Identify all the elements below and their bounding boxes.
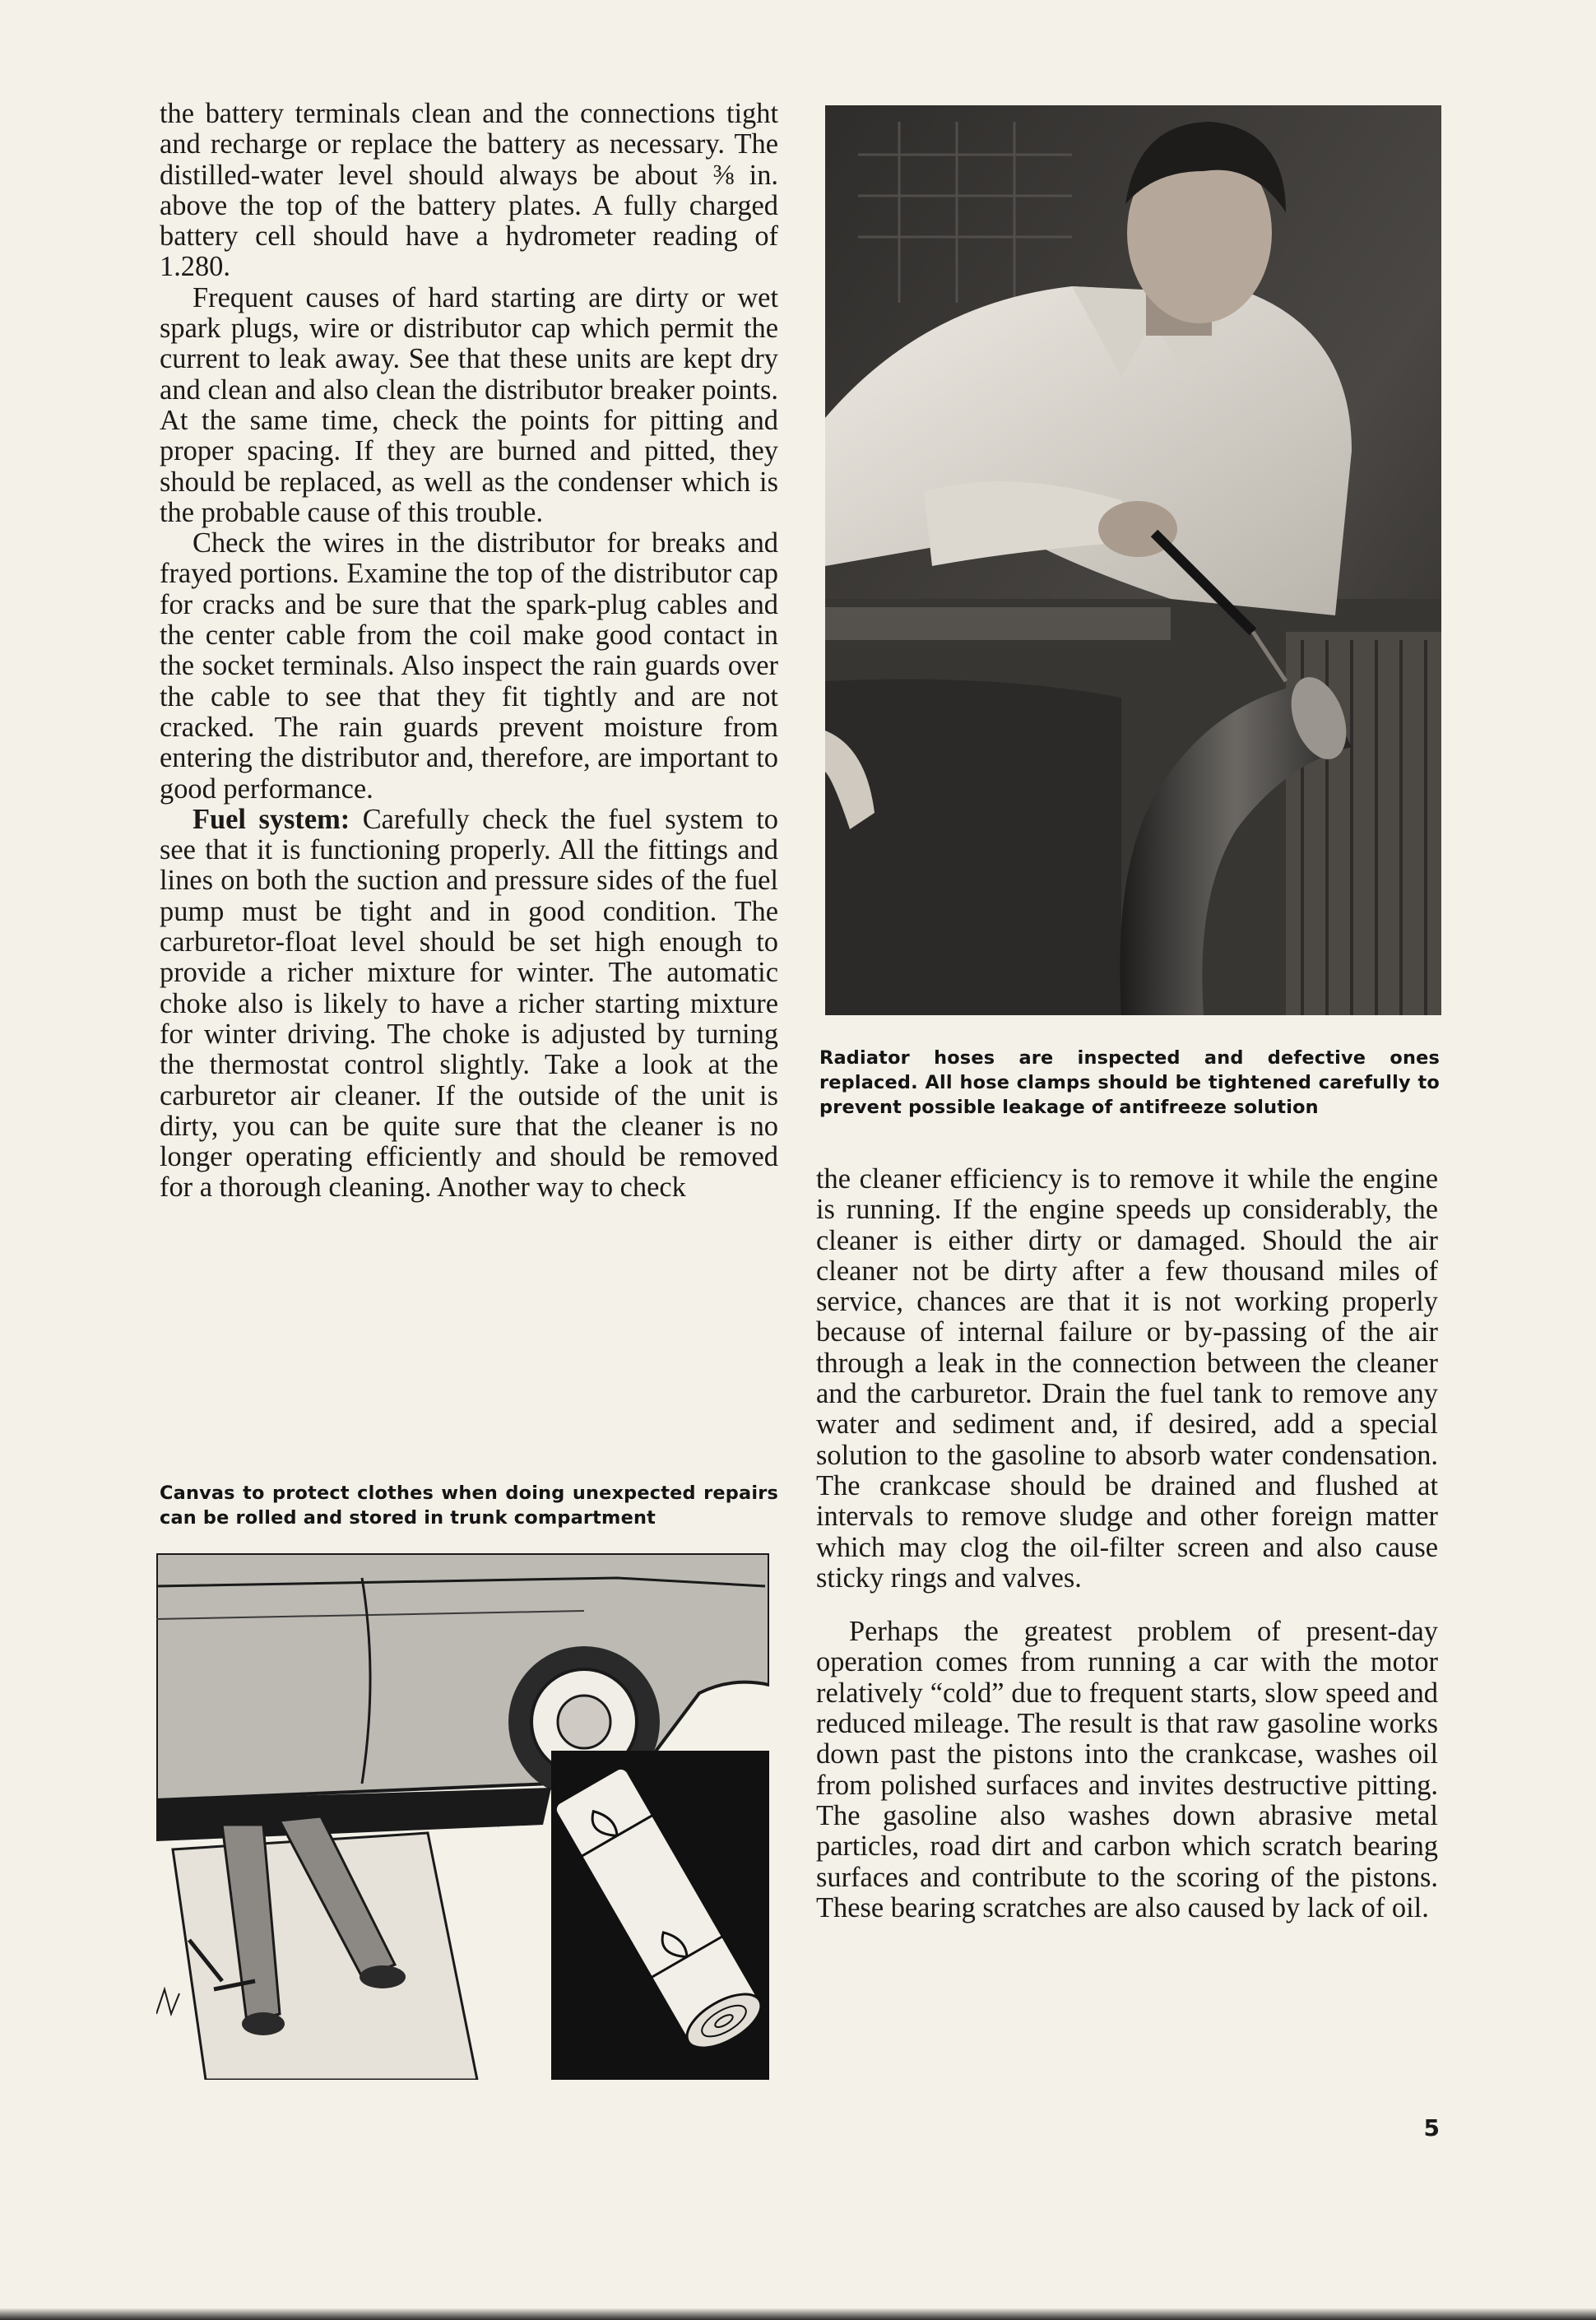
illustration-caption: Canvas to protect clothes when doing unexpected repairs can be rolled and stored in trunk compartment — [160, 1482, 778, 1529]
paragraph-distributor-wires: Check the wires in the distributor for breaks and frayed portions. Examine the top of the distributor cap for cracks and be sure that the spark-plug cables and the center cable from the coil make good contact in the socket terminals. Also inspect the rain guards over the cable to see that they fit tightly and are not cracked. The rain guards prevent moisture from entering the distributor and, therefore, are important to good performance. — [160, 527, 778, 805]
canvas-illustration — [156, 1553, 769, 2080]
paragraph-fuel-system — [160, 805, 778, 1204]
fuel-system-body: Carefully check the fuel system to see that it is functioning properly. All the fittings and lines on both the suction and pressure sides of the fuel pump must be tight and in good condition. The carburetor-float level should be set high enough to provide a richer mixture for winter. The automatic choke also is likely to have a richer starting mixture for winter driving. The choke is adjusted by turning the thermostat control slightly. Take a look at the carburetor air cleaner. If the outside of the unit is dirty, you can be quite sure that the cleaner is no longer operating efficiently and should be removed for a thorough cleaning. Another way to check — [160, 803, 778, 1204]
right-text-column — [816, 1164, 1438, 1923]
paragraph-battery: the battery terminals clean and the connections tight and recharge or replace the battery as necessary. The distilled-water level should always be about ⅜ in. above the top of the battery plates. A fully charged battery cell should have a hydrometer reading of 1.280. — [160, 98, 778, 283]
mechanic-photo-graphic — [825, 105, 1441, 1015]
paragraph-cold-motor: Perhaps the greatest problem of present-day operation comes from running a car with the motor relatively “cold” due to frequent starts, slow speed and reduced mileage. The result is that raw gasoline works down past the pistons into the crankcase, washes oil from polished surfaces and invites destructive pitting. The gasoline also washes down abrasive metal particles, road dirt and carbon which scratch bearing surfaces and contribute to the scoring of the pistons. These bearing scratches are also caused by lack of oil. — [816, 1616, 1438, 1923]
left-text-column — [160, 99, 778, 1204]
photo-caption: Radiator hoses are inspected and defective ones replaced. All hose clamps should be tightened carefully to prevent possible leakage of antifreeze solution — [819, 1047, 1440, 1118]
paragraph-hard-starting: Frequent causes of hard starting are dirty or wet spark plugs, wire or distributor cap which permit the current to leak away. See that these units are kept dry and clean and also clean the distributor breaker points. At the same time, check the points for pitting and proper spacing. If they are burned and pitted, they should be replaced, as well as the condenser which is the probable cause of this trouble. — [160, 281, 778, 528]
paragraph-air-cleaner: the cleaner efficiency is to remove it while the engine is running. If the engine speeds up considerably, the cleaner is either dirty or damaged. Should the air cleaner not be dirty after a few thousand miles of service, chances are that it is not working properly because of internal failure or by-passing of the air through a leak in the connection between the cleaner and the carburetor. Drain the fuel tank to remove any water and sediment and, if desired, add a special solution to the gasoline to absorb water condensation. The crankcase should be drained and flushed at intervals to remove sludge and other foreign matter which may clog the oil-filter screen and also cause sticky rings and valves. — [816, 1163, 1438, 1594]
page-edge — [0, 2308, 1596, 2320]
fuel-system-heading: Fuel system: — [193, 803, 350, 835]
page-number: 5 — [1423, 2114, 1440, 2141]
canvas-drawing — [156, 1553, 769, 2080]
radiator-hose-photo — [825, 105, 1441, 1015]
